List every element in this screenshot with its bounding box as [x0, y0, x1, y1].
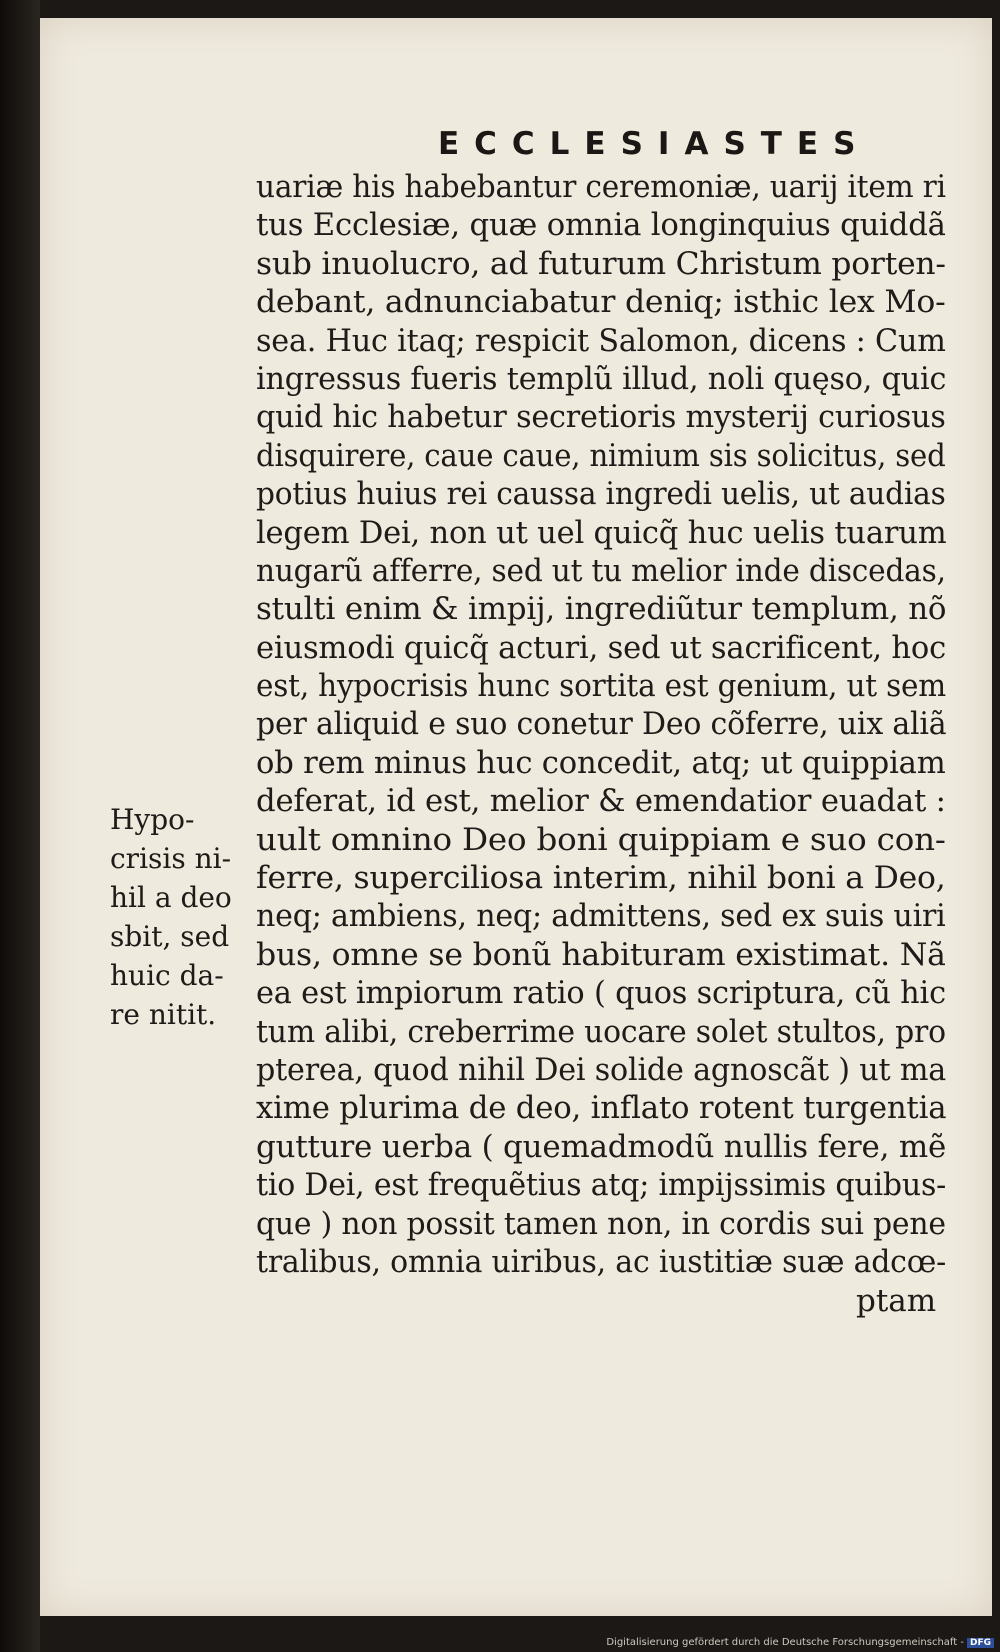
margin-note-line: sbit, sed: [110, 920, 230, 953]
text-line: eiusmodi quicq̃ acturi, sed ut sacrificent, hoc: [256, 629, 947, 666]
text-line: sea. Huc itaq; respicit Salomon, dicens : Cum: [256, 322, 946, 359]
text-line: legem Dei, non ut uel quicq̃ huc uelis tuarum: [256, 514, 947, 551]
text-line: uariæ his habebantur ceremoniæ, uarij item ri: [256, 169, 946, 205]
book-gutter: [0, 0, 40, 1652]
text-line: nugarũ afferre, sed ut tu melior inde discedas,: [256, 552, 946, 589]
text-line: bus, omne se bonũ habituram existimat. Nã: [256, 936, 946, 973]
text-line: disquirere, caue caue, nimium sis solicitus, sed: [256, 437, 946, 474]
margin-note-line: Hypo-: [110, 803, 195, 836]
body-text: [256, 168, 946, 1281]
text-line: tus Ecclesiæ, quæ omnia longinquius quiddã: [256, 207, 946, 244]
credit-text: Digitalisierung gefördert durch die Deutsche Forschungsgemeinschaft -: [606, 1637, 964, 1648]
text-line: stulti enim & impij, ingrediũtur templum, nõ: [256, 591, 947, 628]
text-line: que ) non possit tamen non, in cordis sui pene: [256, 1205, 946, 1242]
text-line: quid hic habetur secretioris mysterij curiosus: [256, 399, 946, 436]
text-line: neq; ambiens, neq; admittens, sed ex suis uiri: [256, 898, 946, 935]
text-line: est, hypocrisis hunc sortita est genium, ut sem: [256, 668, 946, 705]
text-line: ob rem minus huc concedit, atq; ut quippiam: [256, 744, 946, 781]
text-line: gutture uerba ( quemadmodũ nullis fere, mẽ: [256, 1128, 947, 1165]
dfg-logo: DFG: [967, 1638, 994, 1648]
digitization-credit: [606, 1637, 994, 1648]
text-line: ingressus fueris templũ illud, noli quęso, quic: [256, 360, 947, 397]
text-line: per aliquid e suo conetur Deo cõferre, uix aliã: [256, 706, 947, 743]
text-line: tum alibi, creberrime uocare solet stultos, pro: [256, 1013, 946, 1050]
text-line: potius huius rei caussa ingredi uelis, ut audias: [256, 476, 946, 513]
catchword: ptam: [856, 1283, 937, 1319]
text-line: ferre, superciliosa interim, nihil boni a Deo,: [256, 860, 946, 897]
text-line: ea est impiorum ratio ( quos scriptura, cũ hic: [256, 975, 946, 1012]
margin-note-line: re nitit.: [110, 998, 217, 1031]
text-line: debant, adnunciabatur deniq; isthic lex Mo-: [256, 284, 946, 321]
text-line: xime plurima de deo, inflato rotent turgentia: [256, 1090, 947, 1127]
running-head: ECCLESIASTES: [438, 126, 871, 162]
text-line: tio Dei, est frequẽtius atq; impijssimis quibus-: [256, 1167, 947, 1204]
margin-note-line: huic da-: [110, 959, 224, 992]
text-line: pterea, quod nihil Dei solide agnoscãt ) ut ma: [256, 1051, 947, 1088]
text-line: deferat, id est, melior & emendatior euadat :: [256, 783, 946, 820]
margin-note-line: crisis ni-: [110, 842, 232, 875]
text-line: sub inuolucro, ad futurum Christum porten-: [256, 245, 946, 282]
margin-note-line: hil a deo: [110, 881, 232, 914]
text-line: tralibus, omnia uiribus, ac iustitiæ suæ adcœ-: [256, 1243, 947, 1280]
margin-note: [110, 800, 232, 1034]
text-line: uult omnino Deo boni quippiam e suo con-: [256, 821, 946, 858]
